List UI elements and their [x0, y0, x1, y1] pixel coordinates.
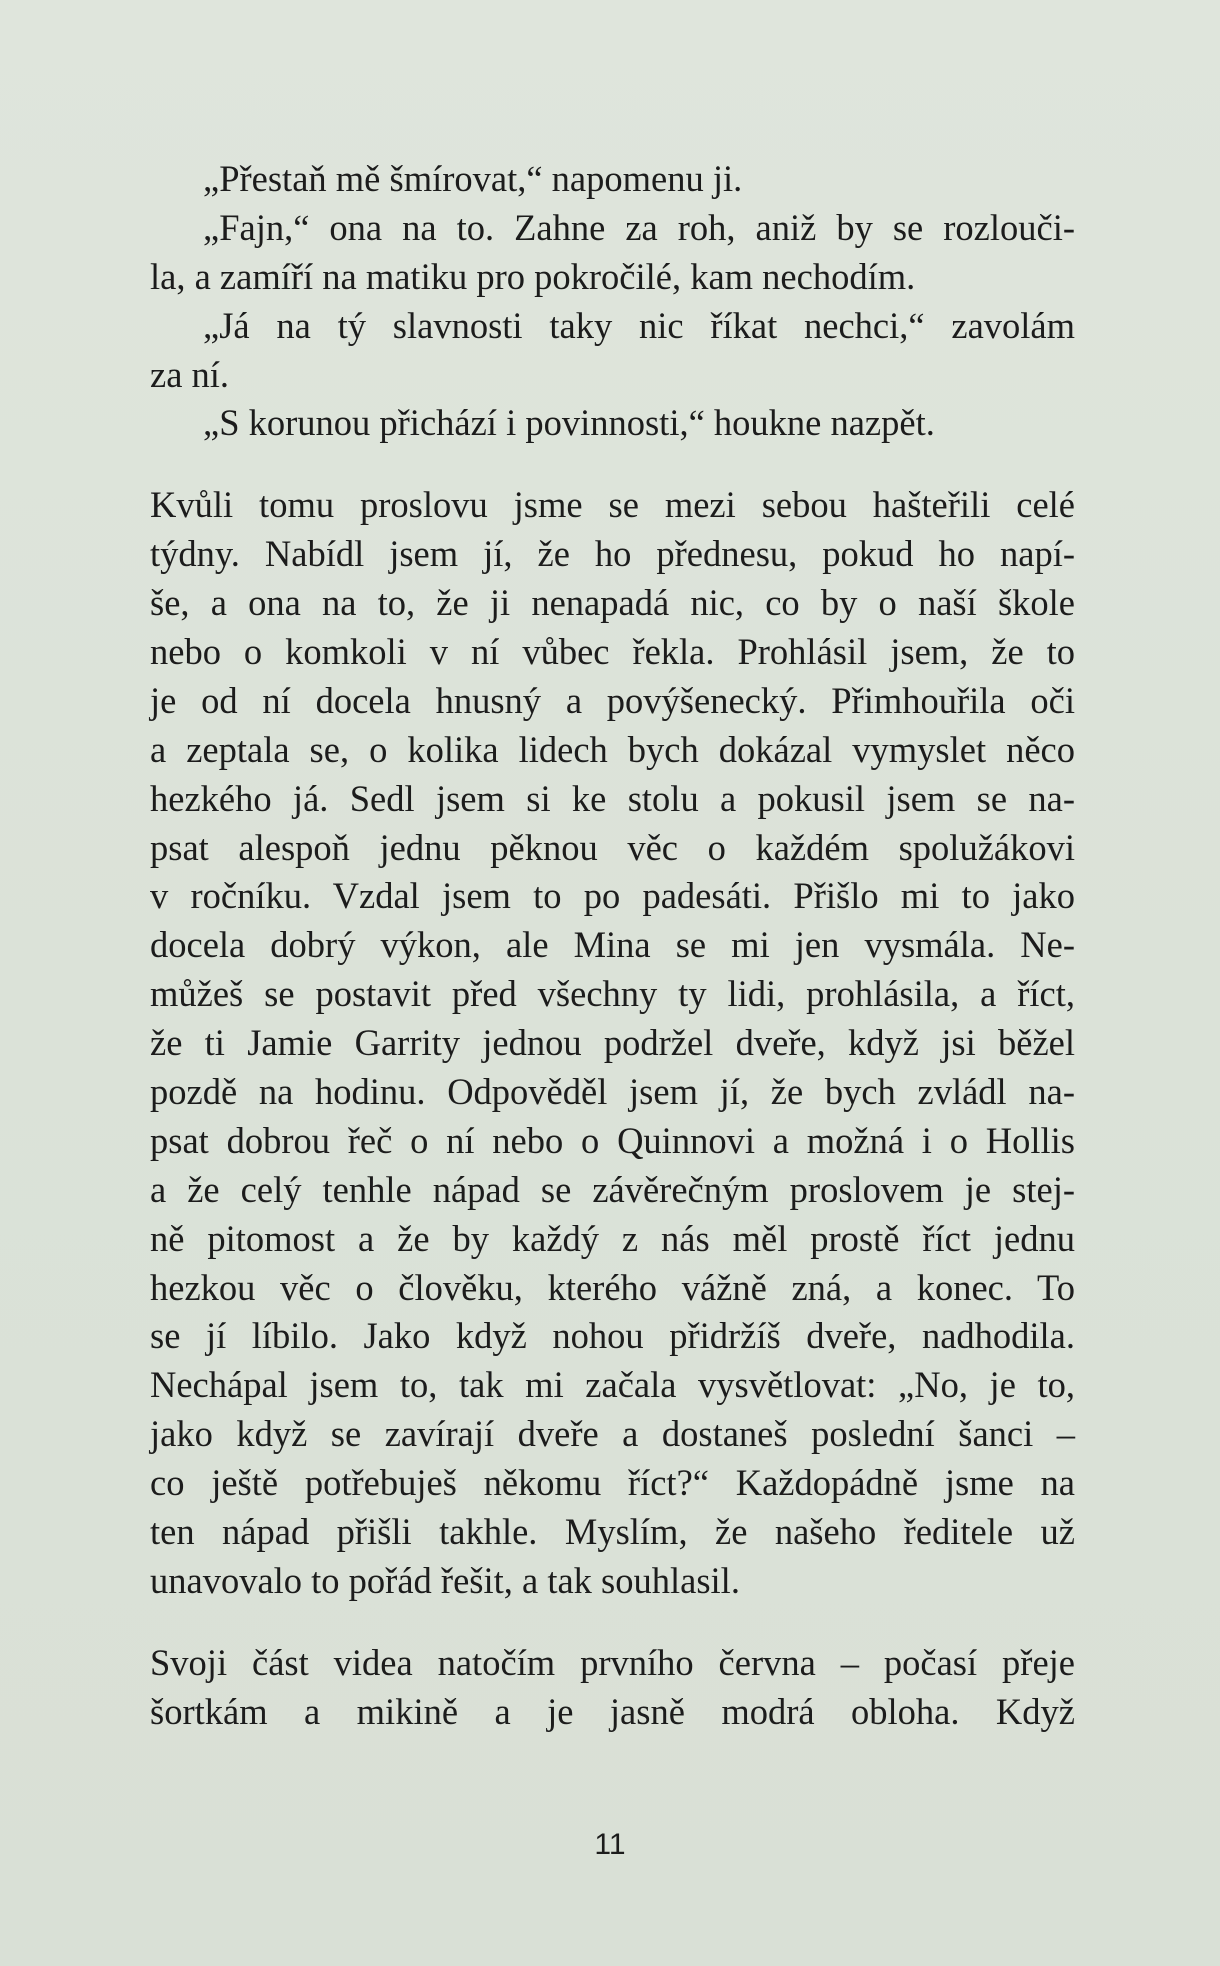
paragraph-line: se jí líbilo. Jako když nohou přidržíš dveře, nadhodila.: [150, 1315, 1075, 1357]
paragraph-line: v ročníku. Vzdal jsem to po padesáti. Přišlo mi to jako: [150, 875, 1075, 917]
paragraph-line: še, a ona na to, že ji nenapadá nic, co by o naší škole: [150, 582, 1075, 624]
section-break: [150, 448, 1075, 481]
paragraph-line: docela dobrý výkon, ale Mina se mi jen vysmála. Ne-: [150, 924, 1075, 966]
paragraph-line: hezkou věc o člověku, kterého vážně zná, a konec. To: [150, 1266, 1075, 1308]
paragraph-line: ten nápad přišli takhle. Myslím, že našeho ředitele už: [150, 1511, 1075, 1553]
dialogue-line: „S korunou přichází i povinnosti,“ houkne nazpět.: [203, 402, 935, 444]
paragraph-line: Nechápal jsem to, tak mi začala vysvětlovat: „No, je to,: [150, 1364, 1075, 1406]
paragraph-line: co ještě potřebuješ někomu říct?“ Každopádně jsme na: [150, 1462, 1075, 1504]
paragraph-line: psat dobrou řeč o ní nebo o Quinnovi a možná i o Hollis: [150, 1119, 1075, 1161]
paragraph-line: šortkám a mikině a je jasně modrá obloha. Když: [150, 1690, 1075, 1732]
paragraph-line: že ti Jamie Garrity jednou podržel dveře, když jsi běžel: [150, 1022, 1075, 1064]
paragraph-line: Svoji část videa natočím prvního června – počasí přeje: [150, 1641, 1075, 1683]
paragraph-line: pozdě na hodinu. Odpověděl jsem jí, že bych zvládl na-: [150, 1071, 1075, 1113]
dialogue-line: „Přestaň mě šmírovat,“ napomenu ji.: [203, 158, 743, 199]
section-break: [150, 1606, 1075, 1639]
paragraph-line: je od ní docela hnusný a povýšenecký. Přimhouřila oči: [150, 679, 1075, 721]
dialogue-line: la, a zamíří na matiku pro pokročilé, kam nechodím.: [150, 255, 916, 297]
dialogue-line: „Já na tý slavnosti taky nic říkat nechci,“ zavolám: [203, 304, 1075, 346]
paragraph-line: a že celý tenhle nápad se závěrečným proslovem je stej-: [150, 1168, 1075, 1210]
page-number: 11: [594, 1828, 626, 1861]
body-text: [150, 155, 1075, 1737]
paragraph-line: a zeptala se, o kolika lidech bych dokázal vymyslet něco: [150, 728, 1075, 770]
paragraph-line: psat alespoň jednu pěknou věc o každém spolužákovi: [150, 826, 1075, 868]
paragraph-line: ně pitomost a že by každý z nás měl prostě říct jednu: [150, 1217, 1075, 1259]
dialogue-line: „Fajn,“ ona na to. Zahne za roh, aniž by se rozlouči-: [203, 206, 1075, 248]
paragraph-line: Kvůli tomu proslovu jsme se mezi sebou hašteřili celé: [150, 484, 1075, 526]
paragraph-line: můžeš se postavit před všechny ty lidi, prohlásila, a říct,: [150, 973, 1075, 1015]
dialogue-line: za ní.: [150, 353, 230, 395]
paragraph-line: týdny. Nabídl jsem jí, že ho přednesu, pokud ho napí-: [150, 533, 1075, 575]
paragraph-line: hezkého já. Sedl jsem si ke stolu a pokusil jsem se na-: [150, 777, 1075, 819]
paragraph-line: unavovalo to pořád řešit, a tak souhlasil.: [150, 1559, 740, 1601]
paragraph-line: nebo o komkoli v ní vůbec řekla. Prohlásil jsem, že to: [150, 631, 1075, 673]
paragraph-line: jako když se zavírají dveře a dostaneš poslední šanci –: [150, 1413, 1075, 1455]
